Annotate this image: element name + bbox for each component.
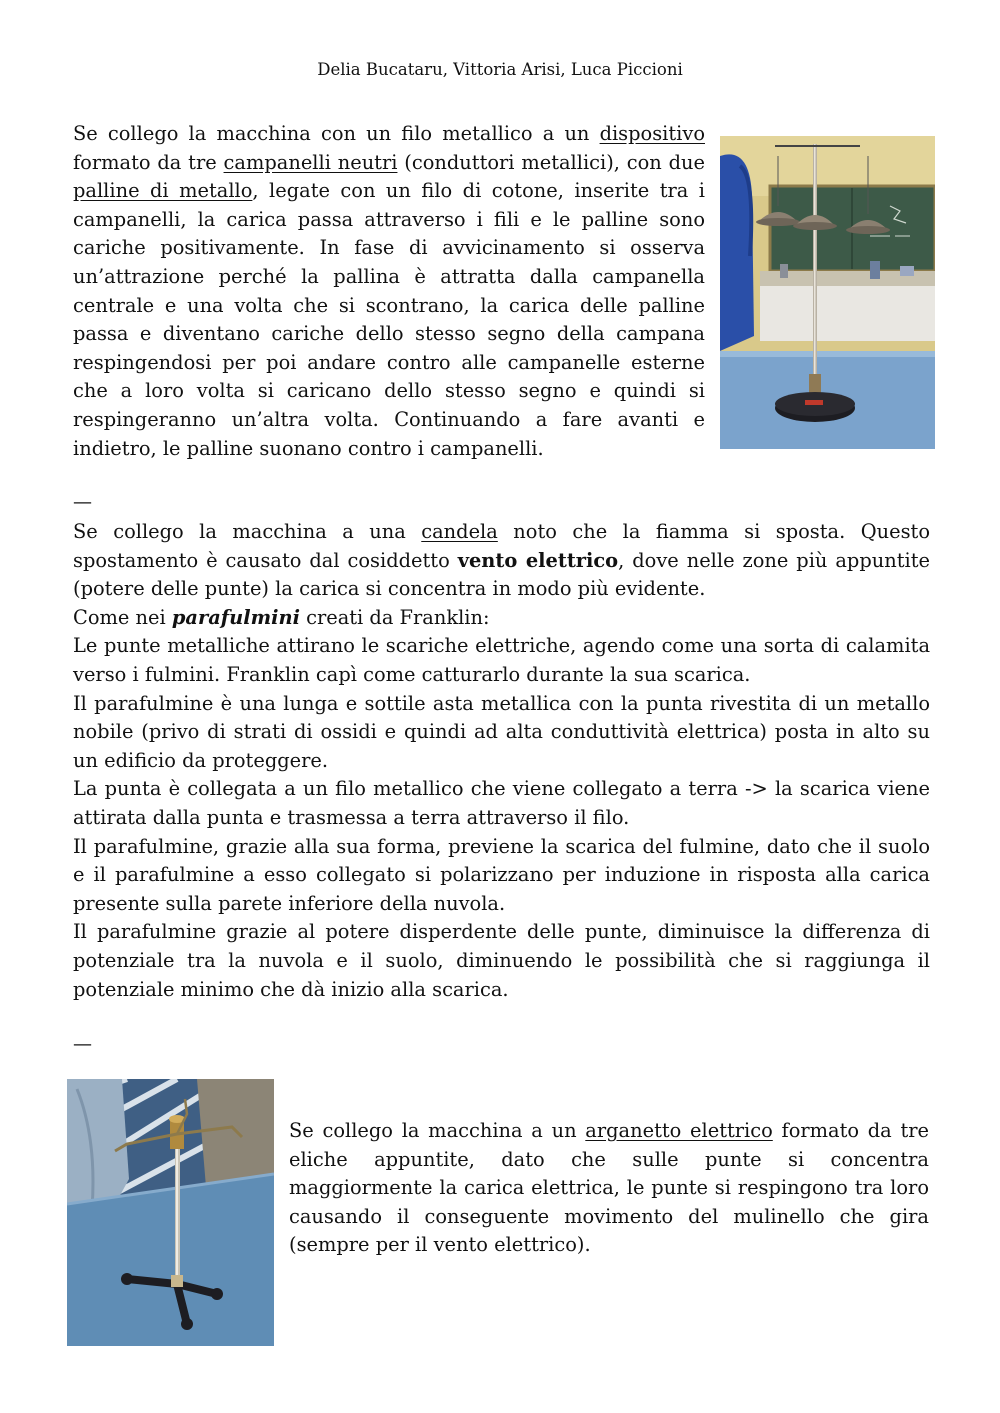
lightning-rod-section: [73, 518, 930, 1004]
body-paragraph: Le punte metalliche attirano le scariche elettriche, agendo come una sorta di calamita verso i fulmini. Franklin capì come catturarlo durante la sua scarica.: [73, 634, 930, 686]
electric-whirl-photo: [67, 1079, 274, 1346]
section-separator: —: [73, 1033, 92, 1055]
underlined-term-candela: candela: [421, 520, 498, 543]
body-paragraph: La punta è collegata a un filo metallico che viene collegato a terra -> la scarica viene attirata dalla punta e trasmessa a terra attraverso il filo.: [73, 777, 930, 829]
text-run: , dove nelle zone più appuntite (potere delle punte) la carica si concentra in modo più evidente.: [73, 548, 930, 601]
body-paragraph: Il parafulmine è una lunga e sottile asta metallica con la punta rivestita di un metallo nobile (privo di strati di ossidi e quindi ad alta conduttività elettrica) posta in alto su un edificio da proteggere.: [73, 691, 930, 772]
underlined-term-dispositivo: dispositivo: [599, 122, 705, 145]
bells-paragraph: [73, 120, 705, 463]
text-run: noto che la fiamma si sposta. Questo spostamento è causato dal cosiddetto: [73, 520, 930, 572]
text-run: Se collego la macchina a un: [289, 1119, 586, 1142]
text-run: (conduttori metallici), con due: [397, 150, 705, 174]
underlined-term-arganetto: arganetto elettrico: [585, 1119, 773, 1142]
body-paragraph: Il parafulmine, grazie alla sua forma, previene la scarica del fulmine, dato che il suolo e il parafulmine a esso collegato si polarizzano per induzione in risposta alla carica presente sulla parete inferiore della nuvola.: [73, 834, 930, 915]
text-run: , legate con un filo di cotone, inserite tra i campanelli, la carica passa attraverso i fili e le palline sono cariche positivamente. In fase di avvicinamento si osserva un’attrazione perché la pallina è attratta dalla campanella centrale e una volta che si scontrano, la carica delle palline passa e diventano cariche dello stesso segno della campana respingendosi per poi andare contro alle campanelle esterne che a loro volta si caricano dello stesso segno e quindi si respingeranno un’altra volta. Continuando a fare avanti e indietro, le palline suonano contro i campanelli.: [73, 179, 705, 460]
page-header-authors: Delia Bucataru, Vittoria Arisi, Luca Piccioni: [317, 60, 683, 79]
bold-term-vento-elettrico: vento elettrico: [457, 548, 619, 572]
bold-italic-term-parafulmini: parafulmini: [171, 605, 300, 629]
whirl-paragraph: [289, 1117, 929, 1260]
candle-paragraph: [73, 518, 930, 604]
underlined-term-palline: palline di metallo: [73, 179, 253, 203]
text-run: creati da Franklin:: [299, 605, 490, 629]
section-separator: —: [73, 491, 92, 513]
text-run: Se collego la macchina con un filo metallico a un: [73, 122, 600, 145]
underlined-term-campanelli: campanelli neutri: [223, 150, 398, 174]
text-run: formato da tre: [73, 150, 224, 174]
franklin-intro-line: [73, 604, 930, 633]
body-paragraph: Il parafulmine grazie al potere disperdente delle punte, diminuisce la differenza di potenziale tra la nuvola e il suolo, diminuendo le possibilità che si raggiunga il potenziale minimo che dà inizio alla scarica.: [73, 920, 930, 1001]
text-run: formato da tre eliche appuntite, dato che sulle punte si concentra maggiormente la carica elettrica, le punte si respingono tra loro causando il conseguente movimento del mulinello che gira (sempre per il vento elettrico).: [289, 1119, 930, 1257]
bells-apparatus-photo: [720, 136, 935, 449]
text-run: Come nei: [73, 605, 172, 629]
text-run: Se collego la macchina a una: [73, 520, 422, 543]
